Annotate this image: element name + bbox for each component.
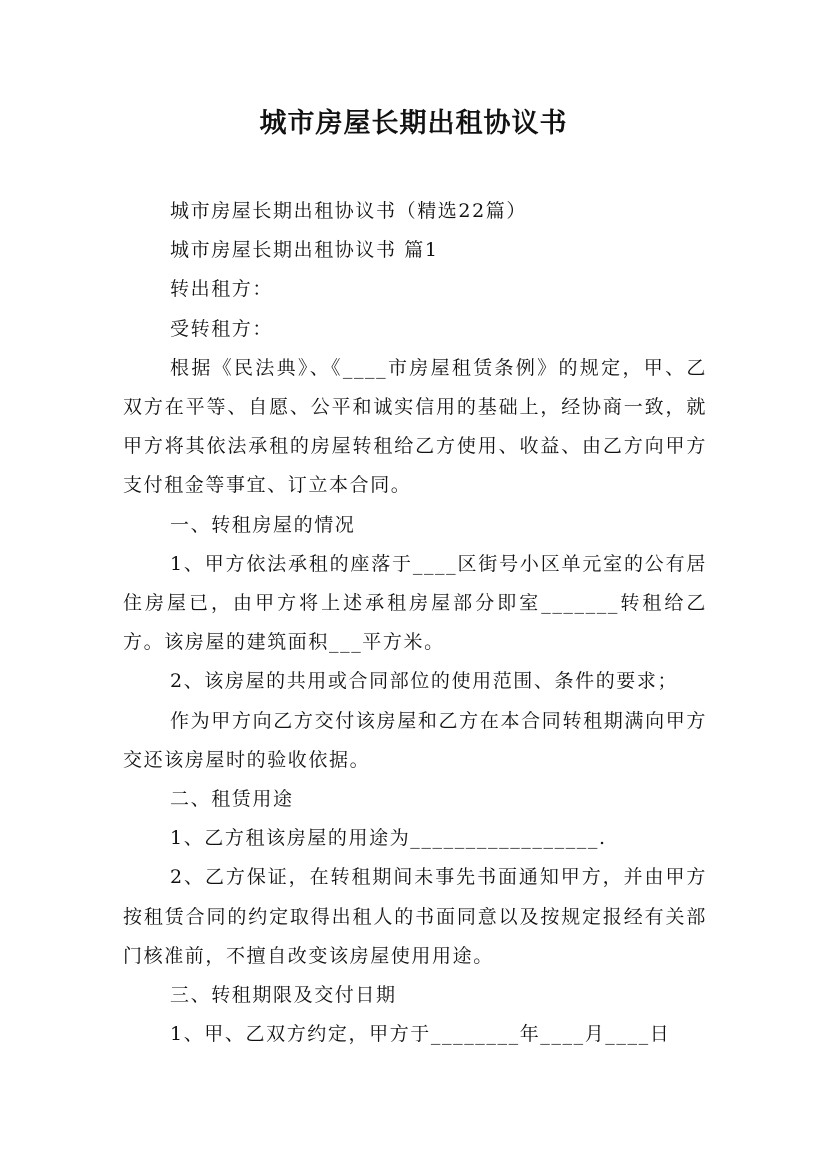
paragraph-article-heading: 城市房屋长期出租协议书 篇1 <box>170 239 439 262</box>
clause-usage-2: 2、乙方保证，在转租期间未事先书面通知甲方，并由甲方按租赁合同的约定取得出租人的书面同意以及按规定报经有关部门核准前，不擅自改变该房屋使用用途。 <box>123 866 707 967</box>
clause-property-1: 1、甲方依法承租的座落于____区街号小区单元室的公有居住房屋已，由甲方将上述承租房屋部分即室_______转租给乙方。该房屋的建筑面积___平方米。 <box>123 552 707 654</box>
section-heading-term: 三、转租期限及交付日期 <box>170 984 397 1007</box>
clause-property-basis: 作为甲方向乙方交付该房屋和乙方在本合同转租期满向甲方交还该房屋时的验收依据。 <box>123 709 707 771</box>
paragraph-lessor-line: 转出租方： <box>170 278 274 301</box>
section-heading-property: 一、转租房屋的情况 <box>170 513 356 536</box>
paragraph-collection-title: 城市房屋长期出租协议书（精选22篇） <box>170 200 527 222</box>
document-body <box>123 192 707 1054</box>
document-title: 城市房屋长期出租协议书 <box>259 108 568 139</box>
clause-property-2: 2、该房屋的共用或合同部位的使用范围、条件的要求； <box>170 670 679 693</box>
paragraph-lessee-line: 受转租方： <box>170 317 274 340</box>
paragraph-preamble: 根据《民法典》、《____市房屋租赁条例》的规定，甲、乙双方在平等、自愿、公平和诚实信用的基础上，经协商一致，就甲方将其依法承租的房屋转租给乙方使用、收益、由乙方向甲方支付租金等事宜、订立本合同。 <box>123 356 707 497</box>
clause-term-1: 1、甲、乙双方约定，甲方于________年____月____日 <box>170 1023 671 1046</box>
clause-usage-1: 1、乙方租该房屋的用途为_________________. <box>170 827 607 850</box>
section-heading-usage: 二、租赁用途 <box>170 788 294 811</box>
